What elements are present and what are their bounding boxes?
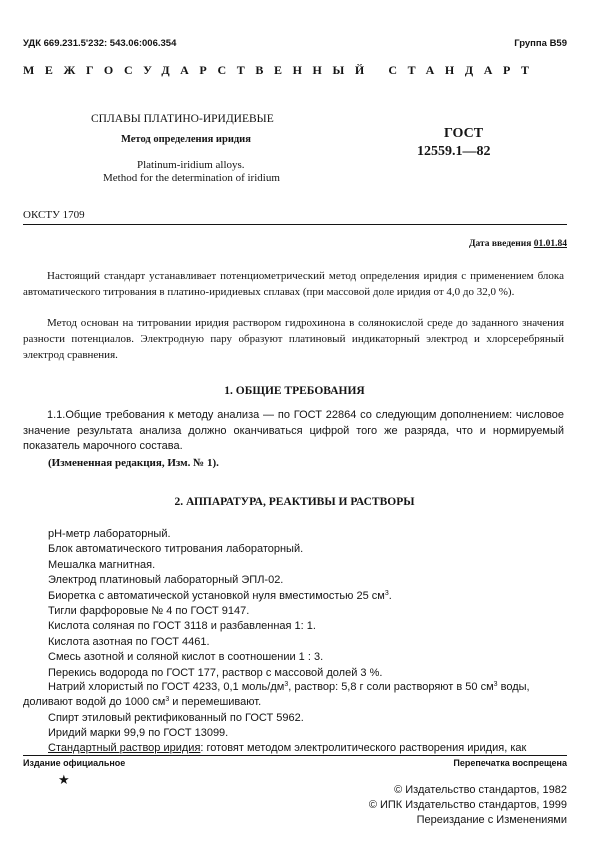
section-1-note: (Измененная редакция, Изм. № 1). xyxy=(48,457,219,469)
standard-banner: МЕЖГОСУДАРСТВЕННЫЙ СТАНДАРТ xyxy=(23,63,540,77)
gost-number: 12559.1—82 xyxy=(417,144,491,159)
sodium-text-5: и перемешивают. xyxy=(169,696,262,708)
english-title-line-1: Platinum-iridium alloys. xyxy=(137,159,245,171)
sodium-text-1: Натрий хлористый по ГОСТ 4233, 0,1 моль/дм xyxy=(48,681,285,693)
reprint-prohibited: Перепечатка воспрещена xyxy=(453,758,567,768)
list-item: Иридий марки 99,9 по ГОСТ 13099. xyxy=(48,727,229,740)
intro-paragraph-2-text: Метод основан на титровании иридия раствором гидрохинона в солянокислой среде до заданного значения разности потенциалов. Электродную пару образуют платиновый индикаторный электрод и хлорсеребряный электрод сравнения. xyxy=(23,317,564,361)
superscript: 3 xyxy=(384,589,389,597)
copyright-1982: © Издательство стандартов, 1982 xyxy=(394,784,567,796)
list-item: Блок автоматического титрования лабораторный. xyxy=(48,543,304,556)
burette-text: Биоретка с автоматической установкой нуля вместимостью 25 см xyxy=(48,589,385,602)
intro-date-label: Дата введения xyxy=(468,239,532,249)
okstu-code: ОКСТУ 1709 xyxy=(23,209,85,221)
section-1-text: 1.1.Общие требования к методу анализа — по ГОСТ 22864 со следующим дополнением: числовое значение результата анализа должно оканчиваться цифрой того же разряда, что и нормируемый показатель марочного состава. xyxy=(23,409,564,453)
list-item: Перекись водорода по ГОСТ 177, раствор с массовой долей 3 %. xyxy=(48,666,383,679)
list-item: Кислота азотная по ГОСТ 4461. xyxy=(48,635,210,648)
sodium-text-4: доливают водой до 1000 см xyxy=(23,696,166,708)
list-item: Мешалка магнитная. xyxy=(48,558,156,571)
list-item: Электрод платиновый лабораторный ЭПЛ-02. xyxy=(48,574,284,587)
superscript: 3 xyxy=(493,681,498,688)
superscript: 3 xyxy=(284,681,289,688)
standard-solution-text: : готовят методом электролитического растворения иридия, как xyxy=(200,742,527,754)
section-2-heading: 2. АППАРАТУРА, РЕАКТИВЫ И РАСТВОРЫ xyxy=(174,496,415,508)
section-1-paragraph xyxy=(23,408,564,455)
list-item: Кислота соляная по ГОСТ 3118 и разбавленная 1: 1. xyxy=(48,620,316,633)
list-item: Тигли фарфоровые № 4 по ГОСТ 9147. xyxy=(48,605,250,618)
star-icon: ★ xyxy=(58,772,70,787)
sodium-text-2: , раствор: 5,8 г соли растворяют в 50 см xyxy=(288,681,494,693)
reissue-note: Переиздание с Изменениями xyxy=(416,814,567,826)
copyright-1999: © ИПК Издательство стандартов, 1999 xyxy=(368,799,567,811)
document-subtitle: Метод определения иридия xyxy=(121,134,251,145)
intro-paragraph-1 xyxy=(23,268,564,300)
official-edition: Издание официальное xyxy=(23,758,126,768)
udk-code: УДК 669.231.5'232: 543.06:006.354 xyxy=(23,38,177,49)
intro-date-value: 01.01.84 xyxy=(533,239,567,249)
section-1-heading: 1. ОБЩИЕ ТРЕБОВАНИЯ xyxy=(224,385,365,397)
standard-solution-term: Стандартный раствор иридия xyxy=(48,742,201,754)
list-item: pH-метр лабораторный. xyxy=(48,528,171,540)
list-item: Спирт этиловый ректификованный по ГОСТ 5962. xyxy=(48,712,304,724)
intro-date xyxy=(469,237,567,252)
standard-solution-line xyxy=(48,741,526,756)
intro-paragraph-2 xyxy=(23,315,564,363)
sodium-chloride-line-1 xyxy=(48,680,530,695)
intro-paragraph-1-text: Настоящий стандарт устанавливает потенциометрический метод определения иридия с применением блока автоматического титрования в платино-иридиевых сплавах (при массовой доле иридия от 4,0 до 32,0 %). xyxy=(23,270,564,298)
header-divider xyxy=(23,224,567,225)
group-code: Группа В59 xyxy=(514,38,567,49)
superscript: 3 xyxy=(165,696,170,703)
english-title-line-2: Method for the determination of iridium xyxy=(103,172,280,184)
sodium-chloride-line-2 xyxy=(23,695,261,710)
list-item: Биоретка с автоматической установкой нуля вместимостью 25 $см^3$. xyxy=(48,589,392,602)
equipment-list xyxy=(48,527,567,681)
gost-label: ГОСТ xyxy=(444,126,484,141)
reagent-list-tail xyxy=(48,711,567,742)
document-title: СПЛАВЫ ПЛАТИНО-ИРИДИЕВЫЕ xyxy=(91,113,274,125)
list-item: Смесь азотной и соляной кислот в соотношении 1 : 3. xyxy=(48,651,324,664)
sodium-text-3: воды, xyxy=(497,681,530,693)
